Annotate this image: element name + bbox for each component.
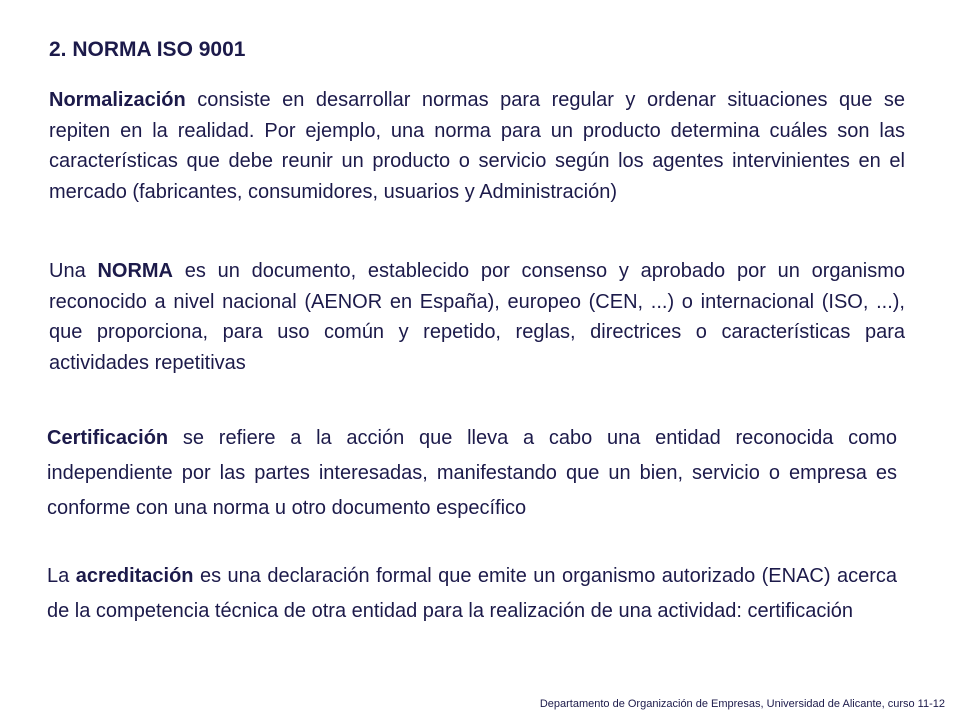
term-acreditacion: acreditación [75,565,194,587]
section-title: 2. NORMA ISO 9001 [49,38,246,61]
acreditacion-prefix: La [47,565,76,587]
paragraph-norma [49,256,905,378]
paragraph-acreditacion [47,559,897,629]
paragraph-certificacion [47,421,897,526]
term-normalizacion: Normalización [49,89,186,111]
norma-text: es un documento, establecido por consenso y aprobado por un organismo reconocido a nivel nacional (AENOR en España), europeo (CEN, ...) o internacional (ISO, ...), que proporciona, para uso común y repetido, reglas, directrices o características para actividades repetitivas [49,260,905,374]
footer-credit: Departamento de Organización de Empresas, Universidad de Alicante, curso 11-12 [539,698,945,710]
norma-prefix: Una [49,260,98,282]
term-norma: NORMA [97,260,173,282]
certificacion-text: se refiere a la acción que lleva a cabo una entidad reconocida como independiente por las partes interesadas, manifestando que un bien, servicio o empresa es conforme con una norma u otro documento específico [47,427,897,519]
normalizacion-text: consiste en desarrollar normas para regular y ordenar situaciones que se repiten en la realidad. Por ejemplo, una norma para un producto determina cuáles son las características que debe reunir un producto o servicio según los agentes intervinientes en el mercado (fabricantes, consumidores, usuarios y Administración) [49,89,905,203]
paragraph-normalizacion [49,85,905,207]
term-certificacion: Certificación [47,427,169,449]
acreditacion-text: es una declaración formal que emite un organismo autorizado (ENAC) acerca de la competencia técnica de otra entidad para la realización de una actividad: certificación [47,565,897,622]
